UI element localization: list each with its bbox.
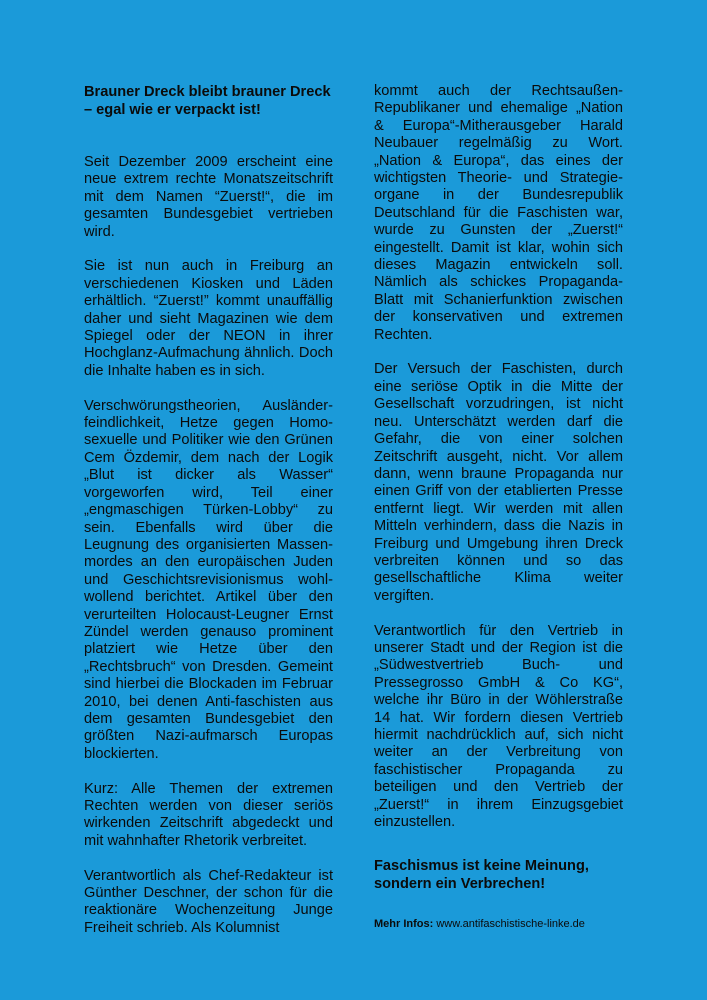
left-column <box>84 83 333 955</box>
right-column <box>374 83 623 931</box>
paragraph-editor: Verantwortlich als Chef-Redakteur ist Günther Deschner, der schon für die reaktionäre Wochenzeitung Junge Freiheit schrieb. Als Kolumnist <box>84 867 333 936</box>
more-info <box>374 917 623 931</box>
paragraph-attempt: Der Versuch der Faschisten, durch eine seriöse Optik in die Mitte der Gesellschaft vorzudringen, ist nicht neu. Unterschätzt werden darf die Gefahr, die von einer solchen Zeitschrift ausgeht, nicht. Vor allem dann, wenn braune Propaganda nur einen Griff von der etablierten Presse entfernt liegt. Wir werden mit allen Mitteln verhindern, dass die Nazis in Freiburg und Umgebung ihren Dreck verbreiten können und so das gesellschaftliche Klima weiter vergiften. <box>374 361 623 604</box>
paragraph-contents: Verschwörungstheorien, Ausländer-feindlichkeit, Hetze gegen Homo-sexuelle und Politiker wie den Grünen Cem Özdemir, dem nach der Logik „Blut ist dicker als Wasser“ vorgeworfen wird, Teil einer „engmaschigen Türken-Lobby“ zu sein. Ebenfalls wird über die Leugnung des organisierten Massen-mordes an den europäischen Juden und Geschichtsrevisionismus wohl-wollend berichtet. Artikel über den verurteilten Holocaust-Leugner Ernst Zündel werden genauso prominent platziert wie Hetze über den „Rechtsbruch“ von Dresden. Gemeint sind hierbei die Blockaden im Februar 2010, bei denen Anti-faschisten aus dem gesamten Bundesgebiet den größten Nazi-aufmarsch Europas blockierten. <box>84 397 333 762</box>
paragraph-distributor: Verantwortlich für den Vertrieb in unserer Stadt und der Region ist die „Südwestvertrieb Buch- und Pressegrosso GmbH & Co KG“, welche ihr Büro in der Wöhlerstraße 14 hat. Wir fordern diesen Vertrieb hiermit nachdrücklich auf, sich nicht weiter an der Verbreitung von faschistischer Propaganda zu beteiligen und den Vertrieb der „Zuerst!“ in ihrem Einzugsgebiet einzustellen. <box>374 622 623 831</box>
more-info-link[interactable]: www.antifaschistische-linke.de <box>436 918 585 931</box>
more-info-label: Mehr Infos: <box>374 918 434 931</box>
paragraph-intro: Seit Dezember 2009 erscheint eine neue extrem rechte Monatszeitschrift mit dem Namen “Zuerst!“, die im gesamten Bundesgebiet vertrieben wird. <box>84 154 333 240</box>
flyer-title: Brauner Dreck bleibt brauner Dreck – egal wie er verpackt ist! <box>84 84 331 118</box>
paragraph-columnist: kommt auch der Rechtsaußen-Republikaner und ehemalige „Nation & Europa“-Mitherausgeber Harald Neubauer regelmäßig zu Wort. „Nation & Europa“, das eines der wichtigsten Theorie- und Strategie-organe in der Bundesrepublik Deutschland für die Faschisten war, wurde zu Gunsten der „Zuerst!“ eingestellt. Damit ist klar, wohin sich dieses Magazin entwickeln soll. Nämlich als schickes Propaganda-Blatt mit Schanierfunktion zwischen der konservativen und extremen Rechten. <box>374 83 623 343</box>
paragraph-summary: Kurz: Alle Themen der extremen Rechten werden von dieser seriös wirkenden Zeitschrift abgedeckt und mit wahnhafter Rhetorik verbreitet. <box>84 780 333 849</box>
slogan: Faschismus ist keine Meinung, sondern ein Verbrechen! <box>374 858 589 893</box>
paragraph-freiburg: Sie ist nun auch in Freiburg an verschiedenen Kiosken und Läden erhältlich. “Zuerst!” kommt unauffällig daher und sieht Magazinen wie dem Spiegel oder der NEON in ihrer Hochglanz-Aufmachung ähnlich. Doch die Inhalte haben es in sich. <box>84 258 333 379</box>
